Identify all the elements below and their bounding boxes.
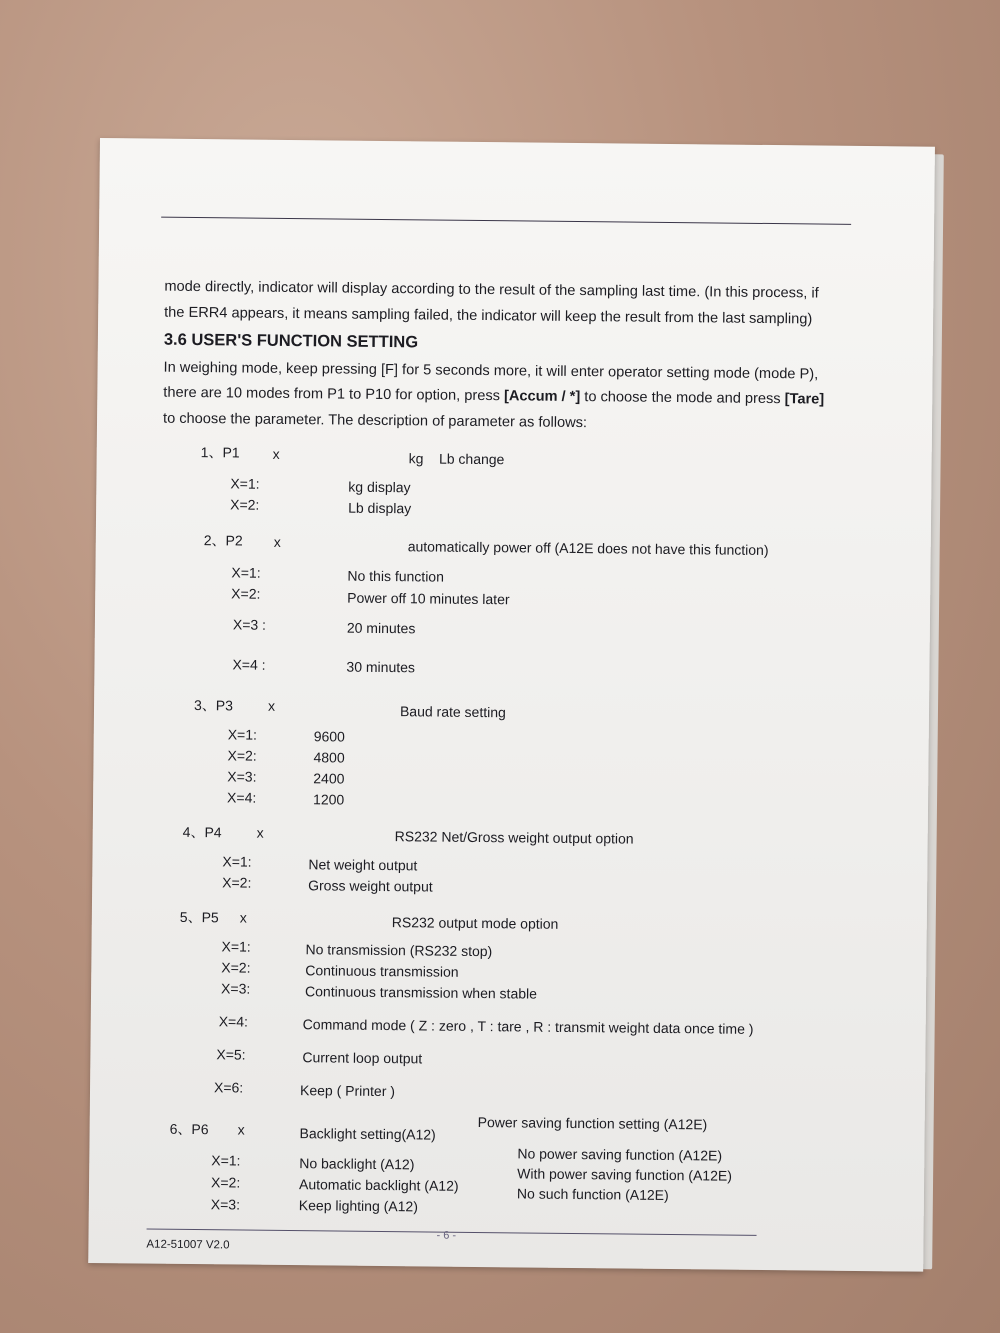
option-value: Gross weight output [308, 877, 433, 895]
section-title: 3.6 USER'S FUNCTION SETTING [163, 330, 419, 352]
option-key: X=1: [231, 564, 261, 581]
option-value-secondary: No such function (A12E) [516, 1185, 669, 1204]
option-value: 1200 [313, 791, 345, 808]
option-value: 4800 [313, 749, 345, 766]
option-key: X=3: [210, 1196, 241, 1213]
param-x: x [272, 445, 280, 462]
option-value: kg display [348, 478, 411, 496]
option-value: No this function [347, 567, 445, 585]
option-value-secondary: No power saving function (A12E) [517, 1145, 723, 1164]
option-value: Continuous transmission when stable [304, 983, 538, 1002]
option-value: 20 minutes [346, 619, 416, 637]
option-key: X=2: [231, 585, 261, 602]
option-value-secondary: With power saving function (A12E) [517, 1165, 733, 1184]
option-value: Command mode ( Z : zero , T : tare , R : transmit weight data once time ) [302, 1016, 754, 1037]
param-title: Baud rate setting [399, 703, 506, 721]
param-id: 1、P1 [200, 444, 240, 461]
option-key: X=2: [221, 959, 251, 976]
param-id: 3、P3 [193, 697, 234, 714]
param-title-secondary: Power saving function setting (A12E) [477, 1114, 708, 1133]
description-line-2: there are 10 modes from P1 to P10 for option, press [Accum / *] to choose the mode and press [Tare] [163, 384, 825, 408]
param-x: x [237, 1121, 245, 1138]
option-key: X=3 : [232, 616, 267, 633]
option-value: Current loop output [302, 1049, 423, 1067]
option-value: Lb display [348, 499, 412, 517]
option-key: X=2: [227, 747, 257, 764]
intro-line-2: the ERR4 appears, it means sampling failed, the indicator will keep the result from the last sampling) [164, 304, 813, 328]
param-x: x [273, 533, 281, 550]
option-key: X=4 : [232, 656, 266, 673]
option-value: 30 minutes [346, 658, 416, 676]
param-x: x [239, 909, 247, 926]
option-key: X=1: [227, 726, 258, 743]
option-value: Keep ( Printer ) [299, 1082, 396, 1100]
option-key: X=4: [218, 1013, 249, 1030]
option-key: X=1: [222, 853, 252, 870]
option-value: Keep lighting (A12) [298, 1197, 418, 1215]
option-value: Net weight output [308, 856, 418, 874]
manual-page [88, 138, 935, 1272]
param-x: x [267, 697, 276, 714]
param-title: Backlight setting(A12) [299, 1125, 436, 1143]
document-code: A12-51007 V2.0 [146, 1238, 230, 1252]
header-rule [161, 217, 851, 225]
option-key: X=1: [221, 938, 251, 955]
param-title: kg Lb change [408, 450, 505, 468]
option-value: Continuous transmission [305, 962, 459, 980]
page-number: - 6 - [436, 1229, 457, 1242]
option-key: X=1: [211, 1152, 241, 1169]
param-title: automatically power off (A12E does not have this function) [407, 538, 769, 559]
intro-line-1: mode directly, indicator will display according to the result of the sampling last time. (In this process, if [164, 278, 819, 302]
param-title: RS232 output mode option [391, 914, 559, 932]
description-line-3: to choose the parameter. The description of parameter as follows: [162, 410, 588, 432]
option-key: X=3: [221, 980, 251, 997]
option-key: X=1: [230, 475, 260, 492]
option-value: No transmission (RS232 stop) [305, 941, 493, 960]
description-line-1: In weighing mode, keep pressing [F] for 5 seconds more, it will enter operator setting mode (mode P), [163, 359, 819, 383]
param-id: 2、P2 [203, 532, 243, 549]
param-x: x [256, 824, 264, 841]
param-id: 5、P5 [179, 908, 219, 926]
param-title: RS232 Net/Gross weight output option [394, 828, 634, 847]
option-key: X=2: [222, 874, 252, 891]
option-value: No backlight (A12) [299, 1155, 415, 1173]
option-key: X=2: [230, 496, 260, 513]
option-key: X=5: [216, 1046, 246, 1063]
option-key: X=3: [227, 768, 257, 785]
option-key: X=4: [227, 789, 257, 806]
param-id: 4、P4 [182, 823, 222, 841]
option-value: 2400 [313, 770, 345, 787]
option-value: Power off 10 minutes later [347, 589, 510, 608]
option-key: X=6: [213, 1079, 244, 1096]
param-id: 6、P6 [169, 1120, 209, 1138]
option-value: Automatic backlight (A12) [298, 1176, 459, 1194]
option-value: 9600 [313, 728, 345, 745]
option-key: X=2: [210, 1174, 241, 1191]
